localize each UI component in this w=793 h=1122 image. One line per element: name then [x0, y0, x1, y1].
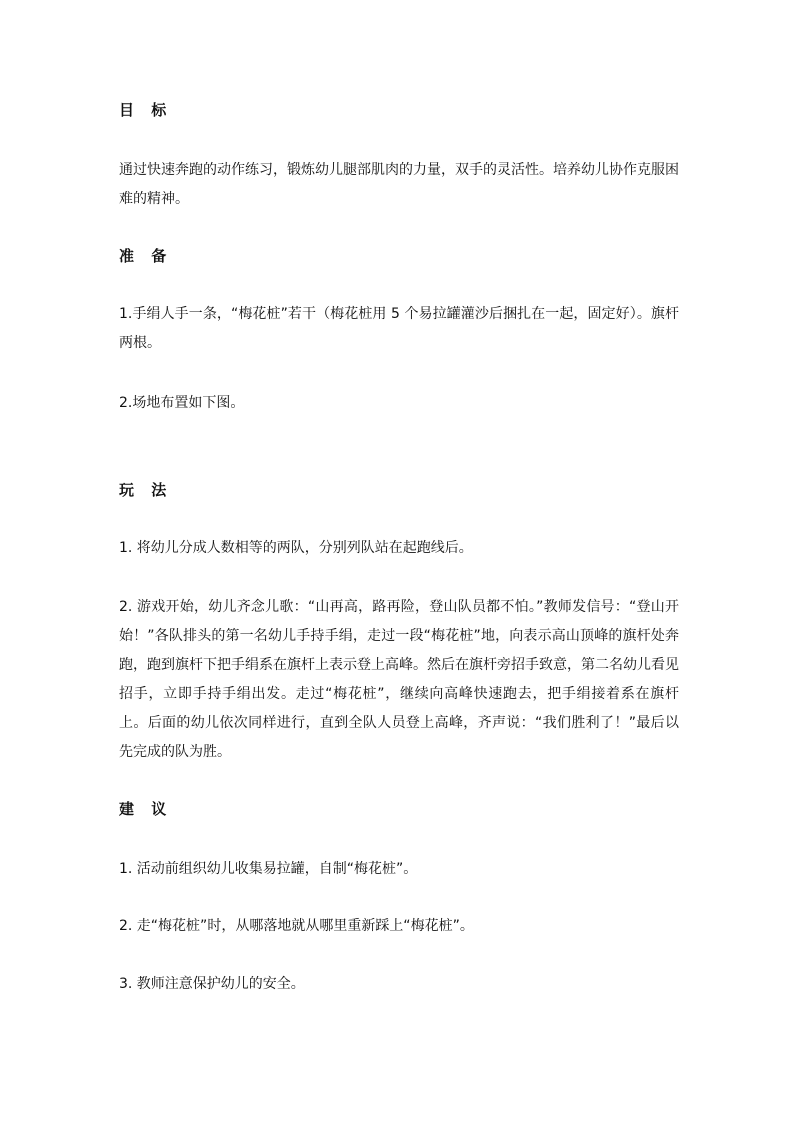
advice-paragraph-3: 3. 教师注意保护幼儿的安全。	[119, 976, 305, 992]
advice-paragraph-2: 2. 走“梅花桩”时，从哪落地就从哪里重新踩上“梅花桩”。	[119, 918, 474, 934]
advice-heading: 建 议	[119, 800, 173, 818]
goal-heading: 目 标	[119, 101, 173, 119]
goal-paragraph: 通过快速奔跑的动作练习，锻炼幼儿腿部肌肉的力量，双手的灵活性。培养幼儿协作克服困难的精神。	[119, 162, 679, 207]
prep-paragraph-1: 1.手绢人手一条，“梅花桩”若干（梅花桩用 5 个易拉罐灌沙后捆扎在一起，固定好）。旗杆两根。	[119, 306, 679, 351]
play-heading: 玩 法	[119, 481, 173, 499]
advice-paragraph-1: 1. 活动前组织幼儿收集易拉罐，自制“梅花桩”。	[119, 861, 418, 877]
play-paragraph-1: 1. 将幼儿分成人数相等的两队，分别列队站在起跑线后。	[119, 540, 473, 556]
prep-heading: 准 备	[119, 247, 173, 265]
play-paragraph-2: 2. 游戏开始，幼儿齐念儿歌：“山再高，路再险，登山队员都不怕。”教师发信号：“登山开始！”各队排头的第一名幼儿手持手绢，走过一段“梅花桩”地，向表示高山顶峰的旗杆处奔跑，跑到旗杆下把手绢系在旗杆上表示登上高峰。然后在旗杆旁招手致意，第二名幼儿看见招手，立即手持手绢出发。走过“梅花桩”，继续向高峰快速跑去，把手绢接着系在旗杆上。后面的幼儿依次同样进行，直到全队人员登上高峰，齐声说：“我们胜利了！”最后以先完成的队为胜。	[119, 599, 679, 760]
prep-paragraph-2: 2.场地布置如下图。	[119, 395, 245, 411]
